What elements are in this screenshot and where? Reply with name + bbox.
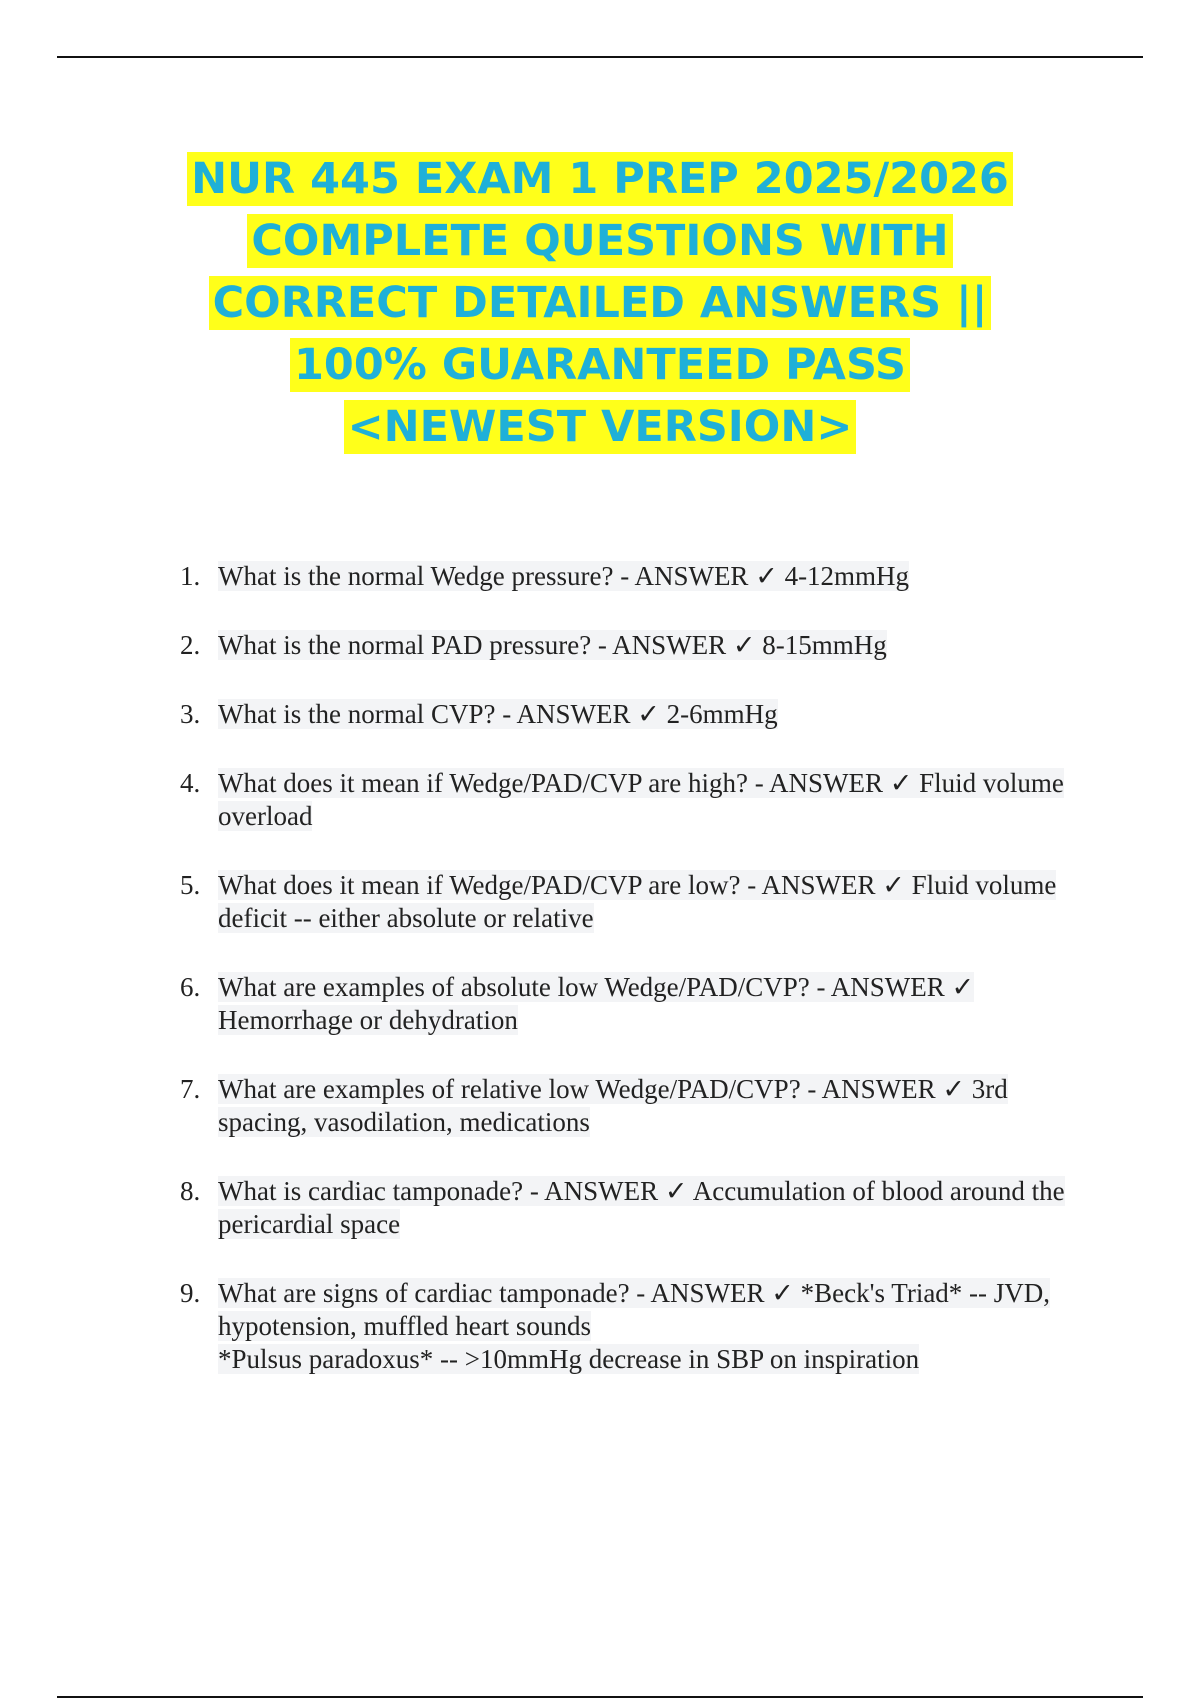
question-answer-text: What is the normal Wedge pressure? - ANSWER ✓ 4-12mmHg xyxy=(218,561,910,591)
list-item xyxy=(0,869,1200,935)
item-number: 8. xyxy=(180,1176,201,1206)
title-line-4: 100% GUARANTEED PASS xyxy=(290,338,910,392)
question-answer-text: What does it mean if Wedge/PAD/CVP are high? - ANSWER ✓ Fluid volume overload xyxy=(218,768,1064,831)
title-line-1: NUR 445 EXAM 1 PREP 2025/2026 xyxy=(187,152,1013,206)
question-answer-text: What is cardiac tamponade? - ANSWER ✓ Accumulation of blood around the pericardial space xyxy=(218,1176,1065,1239)
item-number: 9. xyxy=(180,1278,201,1308)
item-number: 1. xyxy=(180,561,201,591)
item-number: 4. xyxy=(180,768,201,798)
title-line-2: COMPLETE QUESTIONS WITH xyxy=(247,214,952,268)
question-answer-text: What are examples of relative low Wedge/PAD/CVP? - ANSWER ✓ 3rd spacing, vasodilation, medications xyxy=(218,1074,1008,1137)
question-list xyxy=(0,560,1200,1412)
question-answer-extra: *Pulsus paradoxus* -- >10mmHg decrease in SBP on inspiration xyxy=(218,1344,920,1374)
item-number: 5. xyxy=(180,870,201,900)
list-item xyxy=(0,1175,1200,1241)
list-item xyxy=(0,767,1200,833)
item-number: 7. xyxy=(180,1074,201,1104)
title-line-3: CORRECT DETAILED ANSWERS || xyxy=(209,276,992,330)
list-item xyxy=(0,971,1200,1037)
list-item xyxy=(0,560,1200,593)
question-answer-text: What is the normal PAD pressure? - ANSWER ✓ 8-15mmHg xyxy=(218,630,887,660)
title-line-5: <NEWEST VERSION> xyxy=(344,400,857,454)
document-title xyxy=(100,148,1100,458)
item-number: 3. xyxy=(180,699,201,729)
list-item xyxy=(0,1073,1200,1139)
item-number: 6. xyxy=(180,972,201,1002)
question-answer-text: What are examples of absolute low Wedge/PAD/CVP? - ANSWER ✓ Hemorrhage or dehydration xyxy=(218,972,975,1035)
item-number: 2. xyxy=(180,630,201,660)
question-answer-text: What does it mean if Wedge/PAD/CVP are low? - ANSWER ✓ Fluid volume deficit -- either absolute or relative xyxy=(218,870,1057,933)
question-answer-text: What is the normal CVP? - ANSWER ✓ 2-6mmHg xyxy=(218,699,778,729)
list-item xyxy=(0,1277,1200,1376)
list-item xyxy=(0,698,1200,731)
top-rule xyxy=(57,56,1143,58)
list-item xyxy=(0,629,1200,662)
bottom-rule xyxy=(57,1696,1143,1698)
question-answer-text: What are signs of cardiac tamponade? - ANSWER ✓ *Beck's Triad* -- JVD, hypotension, muffled heart sounds xyxy=(218,1278,1051,1341)
